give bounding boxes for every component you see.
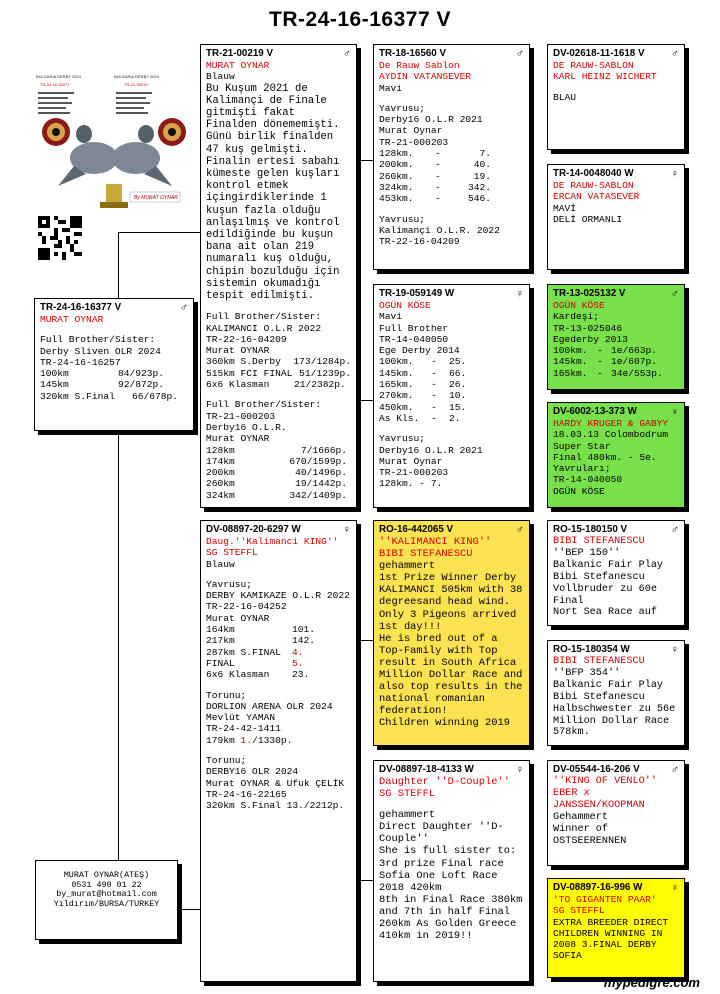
- result-distance: 145km: [40, 379, 69, 391]
- dam-breeder: SG STEFFL: [206, 547, 258, 559]
- dam-sire-card[interactable]: RO-16-442065 V ♂ ''KALIMANCI KING'' BIBI STEFANESCU gehammert 1st Prize Winner Derby KALIMANCI 505km with 38 degreesand head wind. Only 3 Pigeons arrived 1st day!!! He is bred out of a Top-Family with Top result in South Africa Million Dollar Race and also top results in the national romanian federation! Children winning 2019: [373, 520, 530, 746]
- female-icon: ♀: [515, 288, 524, 300]
- male-icon: ♂: [179, 302, 188, 314]
- svg-text:TR-24-16-16377: TR-24-16-16377: [40, 82, 70, 87]
- contact-email: by_murat@hotmail.com: [56, 889, 157, 900]
- pigeon-illustration: [34, 70, 194, 212]
- connector: [118, 431, 119, 910]
- female-icon: ♀: [515, 764, 524, 776]
- sire-sire-card[interactable]: TR-18-16560 V ♂ De Rauw Sablon AYDIN VATANSEVER Mavi Yavrusu; Derby16 O.L.R 2021 Murat Oynar TR-21-000203 128km. - 7. 200km. - 40. 260km. - 19. 324km. - 342. 453km. - 546. Yavrusu; Kalimançi O.L.R. 2022 TR-22-16-04209: [373, 44, 530, 270]
- female-icon: ♀: [670, 168, 679, 180]
- male-icon: ♂: [670, 48, 679, 60]
- page-title: TR-24-16-16377 V: [269, 8, 451, 31]
- result-place: 92/872p.: [118, 379, 165, 391]
- sire-color: Blauw: [206, 71, 235, 83]
- dam-dam-card[interactable]: DV-08897-18-4133 W ♀ Daughter ''D-Couple'' SG STEFFL gehammert Direct Daughter ''D-Couple'' She is full sister to: 3rd prize Final race Sofia One Loft Race 2018 420km 8th in Final Race 380km and 7th in half Final 260km As Golden Greece 410km in 2019!!: [373, 760, 530, 982]
- ggp-card-5[interactable]: RO-15-180150 V ♂ BIBI STEFANESCU ''BEP 150'' Balkanic Fair Play Bibi Stefanescu Vollbruder zu 60e Final Nort Sea Race auf: [547, 520, 685, 626]
- male-icon: ♂: [515, 48, 524, 60]
- connector: [357, 640, 373, 641]
- dam-ring: DV-08897-20-6297 W: [206, 524, 301, 535]
- subject-owner: MURAT OYNAR: [40, 314, 104, 325]
- ggp-card-8[interactable]: DV-08897-16-996 W ♀ 'TO GIGANTEN PAAR' SG STEFFL EXTRA BREEDER DIRECT CHILDREN WINNING IN 2008 3.FINAL DERBY SOFIA: [547, 878, 685, 978]
- male-icon: ♂: [342, 48, 351, 60]
- subject-ring: TR-24-16-16377 V: [40, 302, 122, 313]
- site-footer[interactable]: mypedigre.com: [603, 975, 700, 990]
- female-icon: ♀: [670, 406, 679, 418]
- svg-text:TR-21-00219: TR-21-00219: [124, 82, 148, 87]
- connector: [357, 160, 373, 161]
- qr-code[interactable]: [38, 216, 82, 260]
- ggp-card-6[interactable]: RO-15-180354 W ♀ BIBI STEFANESCU ''BFP 354'' Balkanic Fair Play Bibi Stefanescu Halbschwester zu 56e Million Dollar Race 578km.: [547, 640, 685, 746]
- ggp-card-3[interactable]: TR-13-025132 V ♂ OGÜN KÖSE Kardeşi; TR-13-025046 Egederby 2013 100km. - 1e/663p. 145km. - 1e/607p. 165km. - 34e/553p.: [547, 284, 685, 390]
- ggp-card-2[interactable]: TR-14-0048040 W ♀ DE RAUW-SABLON ERCAN VATASEVER MAVİ DELİ ORMANLI: [547, 164, 685, 270]
- connector: [118, 232, 119, 298]
- sire-dam-card[interactable]: TR-19-059149 W ♀ OGÜN KÖSE Mavi Full Brother TR-14-040050 Ege Derby 2014 100km. - 25. 145km. - 66. 165km. - 26. 270km. - 10. 450km. - 15. As Kls. - 2. Yavrusu; Derby16 O.L.R 2021 Murat Oynar TR-21-000203 128km. - 7.: [373, 284, 530, 508]
- contact-card: [35, 860, 178, 940]
- contact-phone: 0531 490 01 22: [71, 879, 142, 890]
- result-place: 66/678p.: [132, 390, 179, 402]
- result-place: 84/923p.: [118, 368, 165, 380]
- result-distance: 320km S.Final: [40, 390, 115, 402]
- subject-card[interactable]: [34, 298, 194, 431]
- dam-name: Daug.''Kalimanci KING'': [206, 536, 339, 547]
- connector: [357, 880, 373, 881]
- female-icon: ♀: [670, 882, 679, 894]
- sire-card[interactable]: TR-21-00219 V ♂ MURAT OYNAR Blauw Bu Kuşum 2021 de Kalimançi de Finale gitmişti fakat Finalden dönememişti. Günü birlik finalden 47 kuş gelmişti. Finalin ertesi sabahı kümeste gelen kuşları kontrol etmek içingirdiklerinde 1 kuşun fazla olduğu anlaşılmış ve kontrol edildiğinde bu kuşun bana ait olan 219 numaralı kuş olduğu, chipin bozulduğu için sistemin okumadığı tespit edilmişti. Full Brother/Sister: KALIMANCI O.L.R 2022 TR-22-16-04209 Murat OYNAR 360km S.Derby 173/1284p. 515km FCI FINAL 51/1239p. 6x6 Klasman 21/2382p. Full Brother/Sister: TR-21-000203 Derby16 O.L.R. Murat OYNAR 128km 7/1666p. 174km 670/1599p. 200km 40/1496p. 260km 19/1442p. 324km 342/1409p.: [200, 44, 357, 508]
- male-icon: ♂: [515, 524, 524, 536]
- subject-line: Full Brother/Sister:: [40, 334, 156, 346]
- dam-card[interactable]: DV-08897-20-6297 W ♀ Daug.''Kalimanci KING'' SG STEFFL Blauw Yavrusu; DERBY KAMIKAZE O.L.R 2022 TR-22-16-04252 Murat OYNAR 164km 101. 217km 142. 287km S.FINAL 4. FINAL 5. 6x6 Klasman 23. Torunu; DORLION ARENA OLR 2024 Mevlüt YAMAN TR-24-42-1411 179km 1./1330p. Torunu; DERBY16 OLR 2024 Murat OYNAR & Ufuk ÇELİK TR-24-16-22165 320km S.Final 13./2212p.: [200, 520, 357, 982]
- sire-description: Bu Kuşum 2021 de Kalimançi de Finale gitmişti fakat Finalden dönememişti. Günü birlik finalden 47 kuş gelmişti. Finalin ertesi sabahı kümeste gelen kuşları kontrol etmek içingirdiklerinde 1 kuşun fazla olduğu anlaşılmış ve kontrol edildiğinde bu kuşun bana ait olan 219 numaralı kuş olduğu, chipin bozulduğu için sistemin okumadığı tespit edilmişti.: [206, 82, 340, 303]
- photo-caption-left: BULGARIA DERBY 2024: [36, 74, 81, 79]
- sire-owner: MURAT OYNAR: [206, 60, 270, 71]
- ggp-card-1[interactable]: DV-02618-11-1618 V ♂ DE RAUW-SABLON KARL HEINZ WICHERT BLAU: [547, 44, 685, 150]
- male-icon: ♂: [670, 764, 679, 776]
- sire-ring: TR-21-00219 V: [206, 48, 273, 59]
- contact-name: MURAT OYNAR(ATEŞ): [63, 870, 150, 880]
- ggp-card-4[interactable]: DV-6002-13-373 W ♀ HARDY KRUGER & GABYY 18.03.13 Colombodrum Super Star Final 480km. - 5e. Yavruları; TR-14-040050 OGÜN KÖSE: [547, 402, 685, 508]
- contact-location: Yıldırım/BURSA/TURKEY: [53, 898, 160, 909]
- subject-line: TR-24-16-16257: [40, 356, 121, 368]
- result-distance: 100km: [40, 368, 69, 380]
- dam-color: Blauw: [206, 558, 235, 570]
- pigeon-photo: [34, 70, 194, 212]
- female-icon: ♀: [342, 524, 351, 536]
- male-icon: ♂: [670, 524, 679, 536]
- male-icon: ♂: [670, 288, 679, 300]
- photo-badge: By MURAT OYNAR: [134, 195, 178, 201]
- female-icon: ♀: [670, 644, 679, 656]
- connector: [118, 232, 200, 233]
- connector: [357, 400, 373, 401]
- photo-caption-right: BULGARIA DERBY 2024: [114, 74, 159, 79]
- ggp-card-7[interactable]: DV-05544-16-206 V ♂ ''KING OF VENLO'' EBER x JANSSEN/KOOPMAN Gehammert Winner of OSTSEERENNEN: [547, 760, 685, 866]
- subject-line: Derby Sliven OLR 2024: [40, 345, 161, 357]
